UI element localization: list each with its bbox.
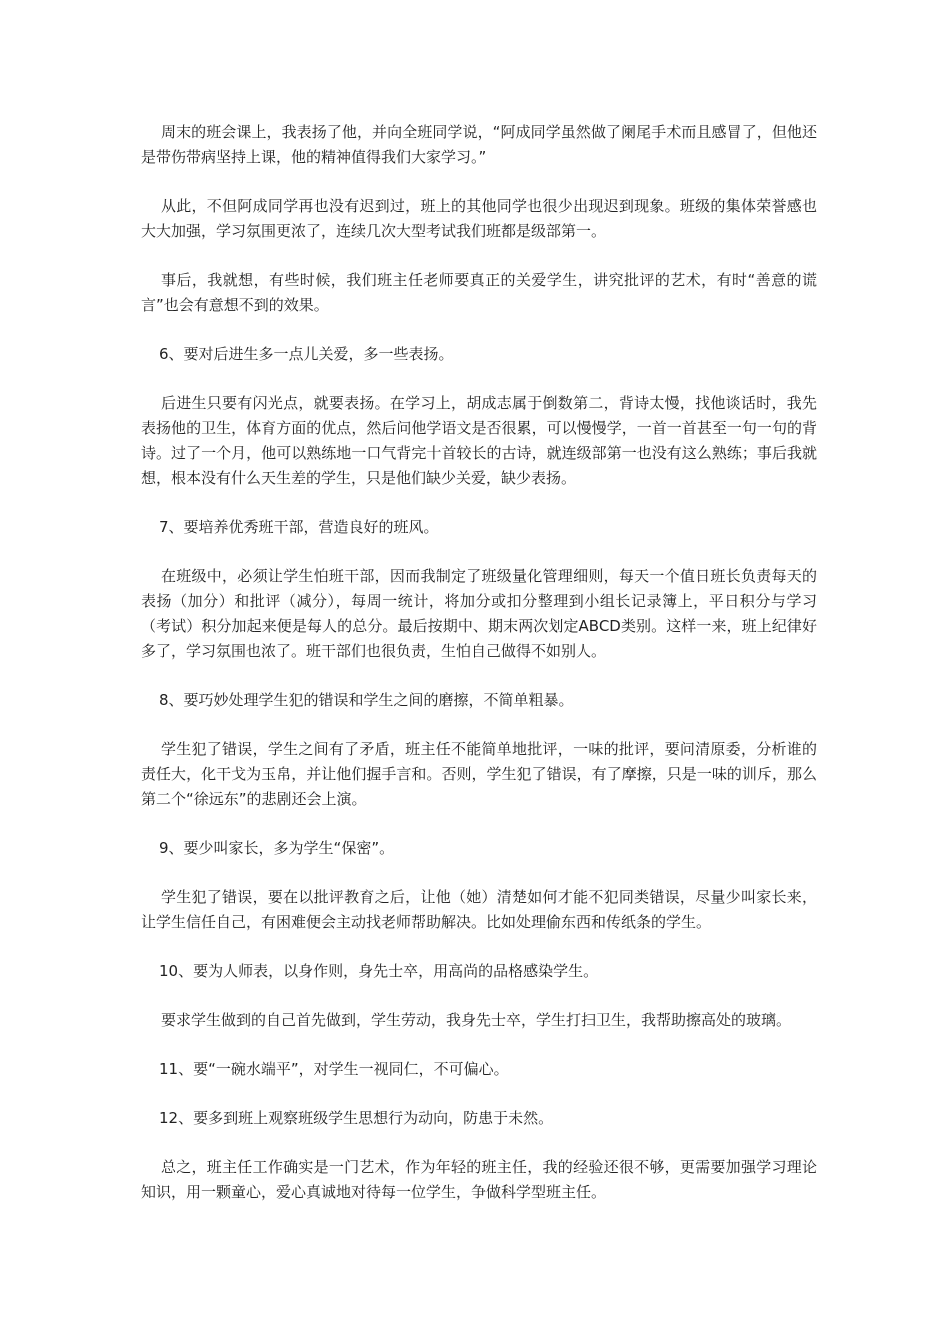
paragraph: 要求学生做到的自己首先做到，学生劳动，我身先士卒，学生打扫卫生，我帮助擦高处的玻璃。 (161, 1011, 792, 1029)
paragraph: 在班级中，必须让学生怕班干部，因而我制定了班级量化管理细则，每天一个值日班长负责每天的表扬（加分）和批评（减分），每周一统计，将加分或扣分整理到小组长记录簿上，平日积分与学习（考试）积分加起来便是每人的总分。最后按期中、期末两次划定ABCD类别。这样一来，班上纪律好多了，学习氛围也浓了。班干部们也很负责，生怕自己做得不如别人。 (141, 567, 817, 660)
paragraph: 周末的班会课上，我表扬了他，并向全班同学说，“阿成同学虽然做了阑尾手术而且感冒了，但他还是带伤带病坚持上课，他的精神值得我们大家学习。” (141, 123, 817, 166)
paragraph: 学生犯了错误，学生之间有了矛盾，班主任不能简单地批评，一味的批评，要问清原委，分析谁的责任大，化干戈为玉帛，并让他们握手言和。否则，学生犯了错误，有了摩擦，只是一味的训斥，那么第二个“徐远东”的悲剧还会上演。 (141, 740, 817, 808)
section-heading: 12、要多到班上观察班级学生思想行为动向，防患于未然。 (159, 1109, 554, 1127)
paragraph: 后进生只要有闪光点，就要表扬。在学习上，胡成志属于倒数第二，背诗太慢，找他谈话时，我先表扬他的卫生，体育方面的优点，然后问他学语文是否很累，可以慢慢学，一首一首甚至一句一句的背诗。过了一个月，他可以熟练地一口气背完十首较长的古诗，就连级部第一也没有这么熟练；事后我就想，根本没有什么天生差的学生，只是他们缺少关爱，缺少表扬。 (141, 394, 817, 487)
section-heading: 8、要巧妙处理学生犯的错误和学生之间的磨擦，不简单粗暴。 (159, 691, 574, 709)
paragraph: 从此，不但阿成同学再也没有迟到过，班上的其他同学也很少出现迟到现象。班级的集体荣誉感也大大加强，学习氛围更浓了，连续几次大型考试我们班都是级部第一。 (141, 197, 817, 240)
section-heading: 11、要“一碗水端平”，对学生一视同仁，不可偏心。 (159, 1060, 509, 1078)
section-heading: 6、要对后进生多一点儿关爱，多一些表扬。 (159, 345, 454, 363)
paragraph: 事后，我就想，有些时候，我们班主任老师要真正的关爱学生，讲究批评的艺术，有时“善意的谎言”也会有意想不到的效果。 (141, 271, 817, 314)
paragraph: 总之，班主任工作确实是一门艺术，作为年轻的班主任，我的经验还很不够，更需要加强学习理论知识，用一颗童心，爱心真诚地对待每一位学生，争做科学型班主任。 (141, 1158, 817, 1201)
section-heading: 7、要培养优秀班干部，营造良好的班风。 (159, 518, 439, 536)
document-body (141, 120, 817, 1229)
section-heading: 10、要为人师表，以身作则，身先士卒，用高尚的品格感染学生。 (159, 962, 599, 980)
section-heading: 9、要少叫家长，多为学生“保密”。 (159, 839, 395, 857)
paragraph: 学生犯了错误，要在以批评教育之后，让他（她）清楚如何才能不犯同类错误，尽量少叫家长来，让学生信任自己，有困难便会主动找老师帮助解决。比如处理偷东西和传纸条的学生。 (141, 888, 817, 931)
